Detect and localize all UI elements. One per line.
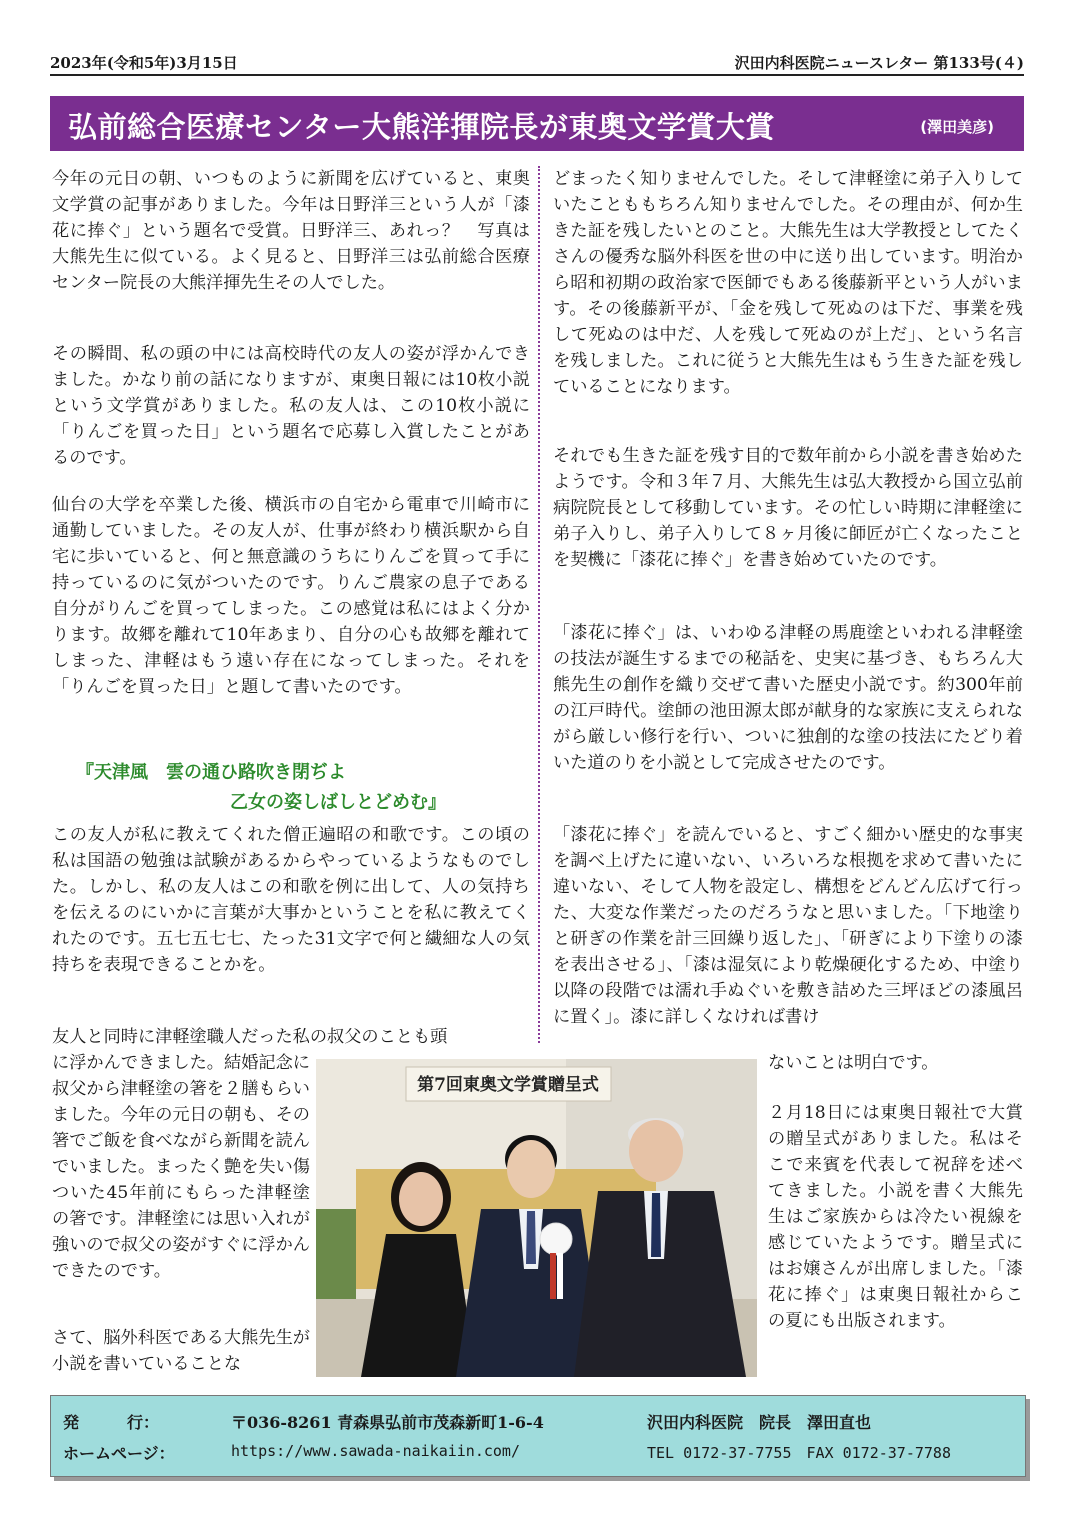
left-paragraph-5: 友人と同時に津軽塗職人だった私の叔父のことも頭 bbox=[52, 1027, 448, 1047]
left-paragraph-7: さて、脳外科医である大熊先生が小説を書いていることな bbox=[52, 1328, 310, 1374]
right-paragraph-4: 「漆花に捧ぐ」を読んでいると、すごく細かい歴史的な事実を調べ上げたに違いない、いろいろな根拠を求めて書いたに違いない、そして人物を設定し、構想をどんどん広げて行った、大変な作業だったのだろうなと思いました。「下地塗りと研ぎの作業を計三回繰り返した」、「研ぎにより下塗りの漆を表出させる」、「漆は湿気により乾燥硬化するため、中塗り以降の段階では濡れ手ぬぐいを敷き詰めた三坪ほどの漆風呂に置く」。漆に詳しくなければ書け bbox=[553, 825, 1023, 1027]
award-ceremony-photo bbox=[316, 1059, 757, 1377]
right-paragraph-5: ないことは明白です。 bbox=[768, 1053, 939, 1073]
publisher-footer bbox=[50, 1395, 1026, 1477]
publisher-address: 〒036-8261 青森県弘前市茂森新町1-6-4 bbox=[231, 1413, 544, 1432]
clinic-director: 沢田内科医院 院長 澤田直也 bbox=[647, 1413, 872, 1432]
right-paragraph-1: どまったく知りませんでした。そして津軽塗に弟子入りしていたことももちろん知りませんでした。その理由が、何か生きた証を残したいとのこと。大熊先生は大学教授としてたくさんの優秀な脳外科医を世の中に送り出しています。明治から昭和初期の政治家で医師でもある後藤新平という人がいます。その後藤新平が、「金を残して死ぬのは下だ、事業を残して死ぬのは中だ、人を残して死ぬのが上だ」、という名言を残しました。これに従うと大熊先生はもう生きた証を残していることになります。 bbox=[553, 169, 1023, 397]
poem-line-2: 乙女の姿しばしとどめむ』 bbox=[230, 792, 446, 813]
left-paragraph-6: に浮かんできました。結婚記念に叔父から津軽塗の箸を２膳もらいました。今年の元日の朝も、その箸でご飯を食べながら新聞を読んでいました。まったく艶を失い傷ついた45年前にもらった津軽塗の箸です。津軽塗には思い入れが強いので叔父の姿がすぐに浮かんできたのです。 bbox=[52, 1053, 310, 1281]
ceremony-sign-text: 第7回東奥文学賞贈呈式 bbox=[417, 1075, 599, 1095]
article-title: 弘前総合医療センター大熊洋揮院長が東奥文学賞大賞 bbox=[68, 110, 775, 144]
phone-fax: TEL 0172-37-7755 FAX 0172-37-7788 bbox=[647, 1444, 951, 1462]
right-paragraph-6: ２月18日には東奥日報社で大賞の贈呈式がありました。私はそこで来賓を代表して祝辞を述べてきました。小説を書く大熊先生はご家族からは冷たい視線を感じていたようです。贈呈式にはお嬢さんが出席しました。「漆花に捧ぐ」は東奥日報社からこの夏にも出版されます。 bbox=[768, 1103, 1023, 1331]
right-paragraph-3: 「漆花に捧ぐ」は、いわゆる津軽の馬鹿塗といわれる津軽塗の技法が誕生するまでの秘話を、史実に基づき、もちろん大熊先生の創作を織り交ぜて書いた歴史小説です。約300年前の江戸時代。塗師の池田源太郎が献身的な家族に支えられながら厳しい修行を行い、ついに独創的な塗の技法にたどり着いた道のりを小説として完成させたのです。 bbox=[553, 623, 1023, 773]
newsletter-issue: 沢田内科医院ニュースレター 第133号(４) bbox=[734, 54, 1024, 72]
poem-line-1: 『天津風 雲の通ひ路吹き閉ぢよ bbox=[76, 762, 346, 783]
left-paragraph-1: 今年の元日の朝、いつものように新聞を広げていると、東奥文学賞の記事がありました。今年は日野洋三という人が「漆花に捧ぐ」という題名で受賞。日野洋三、あれっ？ 写真は大熊先生に似ている。よく見ると、日野洋三は弘前総合医療センター院長の大熊洋揮先生その人でした。 bbox=[52, 169, 530, 293]
homepage-label: ホームページ： bbox=[63, 1444, 175, 1463]
issue-date: 2023年(令和5年)3月15日 bbox=[50, 54, 238, 72]
left-paragraph-2: その瞬間、私の頭の中には高校時代の友人の姿が浮かんできました。かなり前の話になりますが、東奥日報には10枚小説という文学賞がありました。私の友人は、この10枚小説に「りんごを買った日」という題名で応募し入賞したことがあるのです。 bbox=[52, 344, 530, 468]
homepage-url[interactable]: https://www.sawada-naikaiin.com/ bbox=[231, 1442, 520, 1460]
right-paragraph-2: それでも生きた証を残す目的で数年前から小説を書き始めたようです。令和３年７月、大熊先生は弘大教授から国立弘前病院院長として移動しています。その忙しい時期に津軽塗に弟子入りし、弟子入りして８ヶ月後に師匠が亡くなったことを契機に「漆花に捧ぐ」を書き始めていたのです。 bbox=[553, 446, 1023, 570]
publisher-label: 発 行： bbox=[63, 1413, 160, 1432]
left-paragraph-4: この友人が私に教えてくれた僧正遍昭の和歌です。この頃の私は国語の勉強は試験があるからやっているようなものでした。しかし、私の友人はこの和歌を例に出して、人の気持ちを伝えるのにいかに言葉が大事かということを私に教えてくれたのです。五七五七七、たった31文字で何と繊細な人の気持ちを表現できることかを。 bbox=[52, 825, 530, 975]
column-divider bbox=[538, 166, 540, 1043]
article-author: (澤田美彦) bbox=[920, 118, 994, 136]
left-paragraph-3: 仙台の大学を卒業した後、横浜市の自宅から電車で川崎市に通勤していました。その友人が、仕事が終わり横浜駅から自宅に歩いていると、何と無意識のうちにりんごを買って手に持っているのに気がついたのです。りんご農家の息子である自分がりんごを買ってしまった。この感覚は私にはよく分かります。故郷を離れて10年あまり、自分の心も故郷を離れてしまった、津軽はもう遠い存在になってしまった。それを「りんごを買った日」と題して書いたのです。 bbox=[52, 495, 530, 697]
page-header bbox=[50, 50, 1024, 76]
title-banner bbox=[50, 96, 1024, 151]
